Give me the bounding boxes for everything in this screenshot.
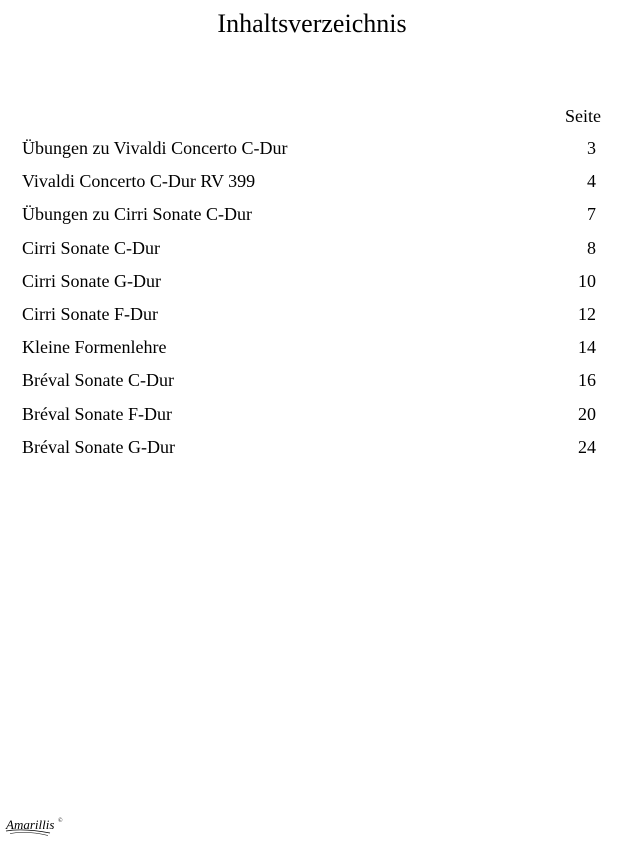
- svg-text:©: ©: [58, 818, 63, 824]
- toc-entry: [22, 236, 596, 269]
- publisher-logo-graphic: [4, 814, 66, 838]
- toc-entry-title: Kleine Formenlehre: [22, 337, 167, 358]
- toc-entry-title: Cirri Sonate F-Dur: [22, 303, 158, 324]
- toc-entry-page: 4: [587, 171, 596, 192]
- toc-entry-page: 12: [578, 303, 596, 324]
- toc-entry: [22, 169, 596, 202]
- toc-entry-page: 8: [587, 237, 596, 258]
- toc-entry: [22, 402, 596, 435]
- toc-entry-title: Übungen zu Vivaldi Concerto C-Dur: [22, 138, 288, 158]
- toc-entry: [22, 136, 596, 169]
- toc-entry-title: Bréval Sonate F-Dur: [22, 403, 172, 424]
- toc-entry-page: 16: [578, 370, 596, 391]
- toc-entry-title: Cirri Sonate C-Dur: [22, 237, 160, 258]
- toc-entry-title: Vivaldi Concerto C-Dur RV 399: [22, 171, 256, 192]
- page-title: Inhaltsverzeichnis: [217, 9, 407, 38]
- toc-entry: [22, 435, 596, 468]
- publisher-logo: [4, 814, 66, 838]
- page-column-header: Seite: [565, 106, 601, 126]
- toc-entry-title: Cirri Sonate G-Dur: [22, 270, 161, 291]
- toc-entry: [22, 269, 596, 302]
- toc-entry-page: 7: [587, 204, 596, 225]
- toc-entry-title: Übungen zu Cirri Sonate C-Dur: [22, 204, 252, 225]
- toc-entry: [22, 302, 596, 335]
- svg-text:Amarillis: Amarillis: [6, 817, 55, 832]
- toc-entry-page: 14: [578, 337, 596, 358]
- toc-entry: [22, 202, 596, 235]
- toc-entry-page: 24: [578, 436, 596, 457]
- toc-entry-title: Bréval Sonate C-Dur: [22, 370, 174, 391]
- toc-entry-page: 3: [587, 138, 596, 158]
- toc-entry-page: 20: [578, 403, 596, 424]
- toc-entry: [22, 368, 596, 401]
- toc-entry-title: Bréval Sonate G-Dur: [22, 436, 175, 457]
- toc-entry-page: 10: [578, 270, 596, 291]
- table-of-contents: [22, 136, 596, 468]
- toc-entry: [22, 335, 596, 368]
